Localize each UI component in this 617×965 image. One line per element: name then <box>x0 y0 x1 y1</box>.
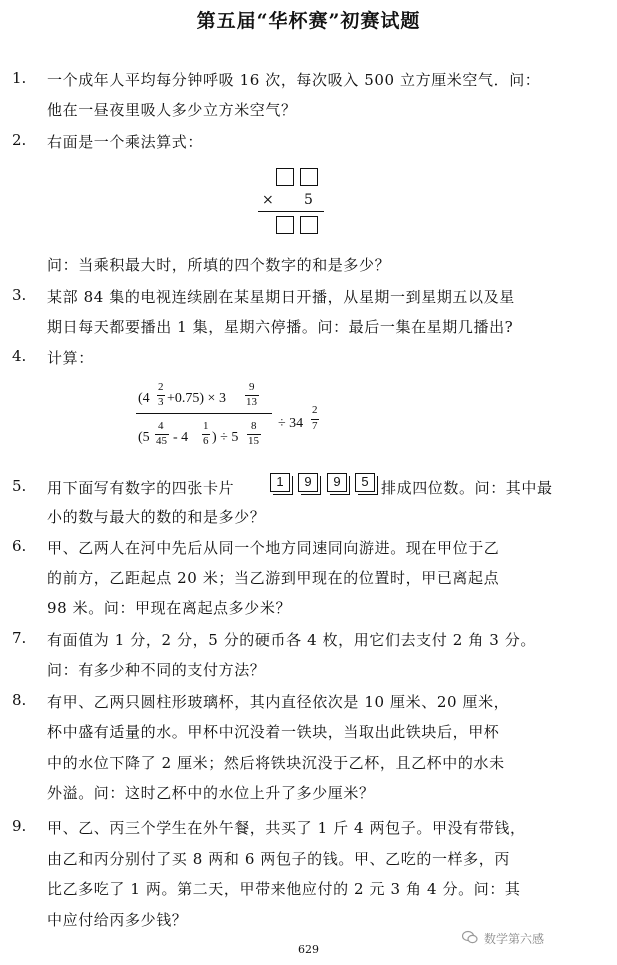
problem-text-line: 外溢。问：这时乙杯中的水位上升了多少厘米？ <box>47 784 375 802</box>
number-card: 5 <box>355 473 375 492</box>
problem-text-line: 期日每天都要播出 1 集，星期六停播。问：最后一集在星期几播出? <box>47 318 514 336</box>
problem-number: 6. <box>12 537 27 555</box>
problem-text-line: 的前方，乙距起点 20 米；当乙游到甲现在的位置时，甲已离起点 <box>47 569 500 587</box>
denominator-minus: - 4 <box>173 430 189 445</box>
fraction-numerator: 9 <box>249 381 255 393</box>
fraction-numerator: 8 <box>251 420 257 432</box>
problem-number: 1. <box>12 69 27 87</box>
digit-box <box>276 216 294 234</box>
problem-text-line: 右面是一个乘法算式： <box>47 133 204 151</box>
problem-text-line: 比乙多吃了 1 两。第二天，甲带来他应付的 2 元 3 角 4 分。问：其 <box>47 880 521 898</box>
problem-number: 8. <box>12 691 27 709</box>
fraction-denominator: 7 <box>312 420 318 432</box>
digit-box <box>300 168 318 186</box>
problem-text-line: 计算： <box>47 349 94 367</box>
page-number: 629 <box>298 943 319 956</box>
digit-box <box>276 168 294 186</box>
denominator-open: (5 <box>138 430 150 445</box>
problem-number: 7. <box>12 629 27 647</box>
watermark: 数学第六感 <box>484 932 545 946</box>
problem-text-line: 甲、乙两人在河中先后从同一个地方同速同向游进。现在甲位于乙 <box>47 539 500 557</box>
problem-text-line: 某部 84 集的电视连续剧在某星期日开播，从星期一到星期五以及星 <box>47 288 515 306</box>
problem-number: 4. <box>12 347 27 365</box>
denominator-divide: ) ÷ 5 <box>212 430 239 445</box>
page-title: 第五届“华杯赛”初赛试题 <box>196 10 421 32</box>
fraction-numerator: 2 <box>158 381 164 393</box>
wechat-icon <box>462 930 478 944</box>
fraction-denominator: 3 <box>158 396 164 408</box>
number-card: 1 <box>270 473 290 492</box>
fraction-denominator: 13 <box>246 396 257 408</box>
outer-divide: ÷ 34 <box>278 416 304 431</box>
digit-box <box>300 216 318 234</box>
numerator-open: (4 <box>138 391 150 406</box>
problem-text-line: 98 米。问：甲现在离起点多少米？ <box>47 599 292 617</box>
problem-text-line: 有面值为 1 分，2 分，5 分的硬币各 4 枚，用它们去支付 2 角 3 分。 <box>47 631 536 649</box>
problem-text-line: 一个成年人平均每分钟呼吸 16 次，每次吸入 500 立方厘米空气．问： <box>47 71 541 89</box>
problem-number: 5. <box>12 477 27 495</box>
numerator-middle: +0.75) × 3 <box>167 391 226 406</box>
fraction-numerator: 1 <box>203 420 209 432</box>
problem-text-line: 有甲、乙两只圆柱形玻璃杯，其内直径依次是 10 厘米、20 厘米， <box>47 693 510 711</box>
number-card: 9 <box>298 473 318 492</box>
problem-text-line: 中的水位下降了 2 厘米；然后将铁块沉没于乙杯，且乙杯中的水未 <box>47 754 505 772</box>
main-fraction-bar <box>136 413 272 414</box>
fraction-denominator: 6 <box>203 435 209 447</box>
fraction-numerator: 2 <box>312 404 318 416</box>
problem-number: 3. <box>12 286 27 304</box>
fraction-denominator: 45 <box>156 435 167 447</box>
multiplier-digit: 5 <box>304 192 313 208</box>
problem-number: 9. <box>12 817 27 835</box>
problem-number: 2. <box>12 131 27 149</box>
problem-text-line: 问：当乘积最大时，所填的四个数字的和是多少？ <box>47 256 391 274</box>
fraction-numerator: 4 <box>158 420 164 432</box>
fraction-denominator: 15 <box>248 435 259 447</box>
problem-text-line: 他在一昼夜里吸人多少立方米空气？ <box>47 101 297 119</box>
problem-text-line: 中应付给丙多少钱？ <box>47 911 188 929</box>
problem-text-line: 用下面写有数字的四张卡片 <box>47 479 235 497</box>
problem-text-line: 杯中盛有适量的水。甲杯中沉没着一铁块，当取出此铁块后，甲杯 <box>47 723 500 741</box>
problem-text-line: 小的数与最大的数的和是多少？ <box>47 508 266 526</box>
times-sign: × <box>262 192 274 208</box>
problem-text-line: 甲、乙、丙三个学生在外午餐，共买了 1 斤 4 两包子。甲没有带钱， <box>47 819 526 837</box>
problem-text-line: 问：有多少种不同的支付方法？ <box>47 661 266 679</box>
problem-text-line: 由乙和丙分别付了买 8 两和 6 两包子的钱。甲、乙吃的一样多，丙 <box>47 850 510 868</box>
problem-text-line: 排成四位数。问：其中最 <box>381 479 553 497</box>
product-line <box>258 211 324 212</box>
number-card: 9 <box>327 473 347 492</box>
